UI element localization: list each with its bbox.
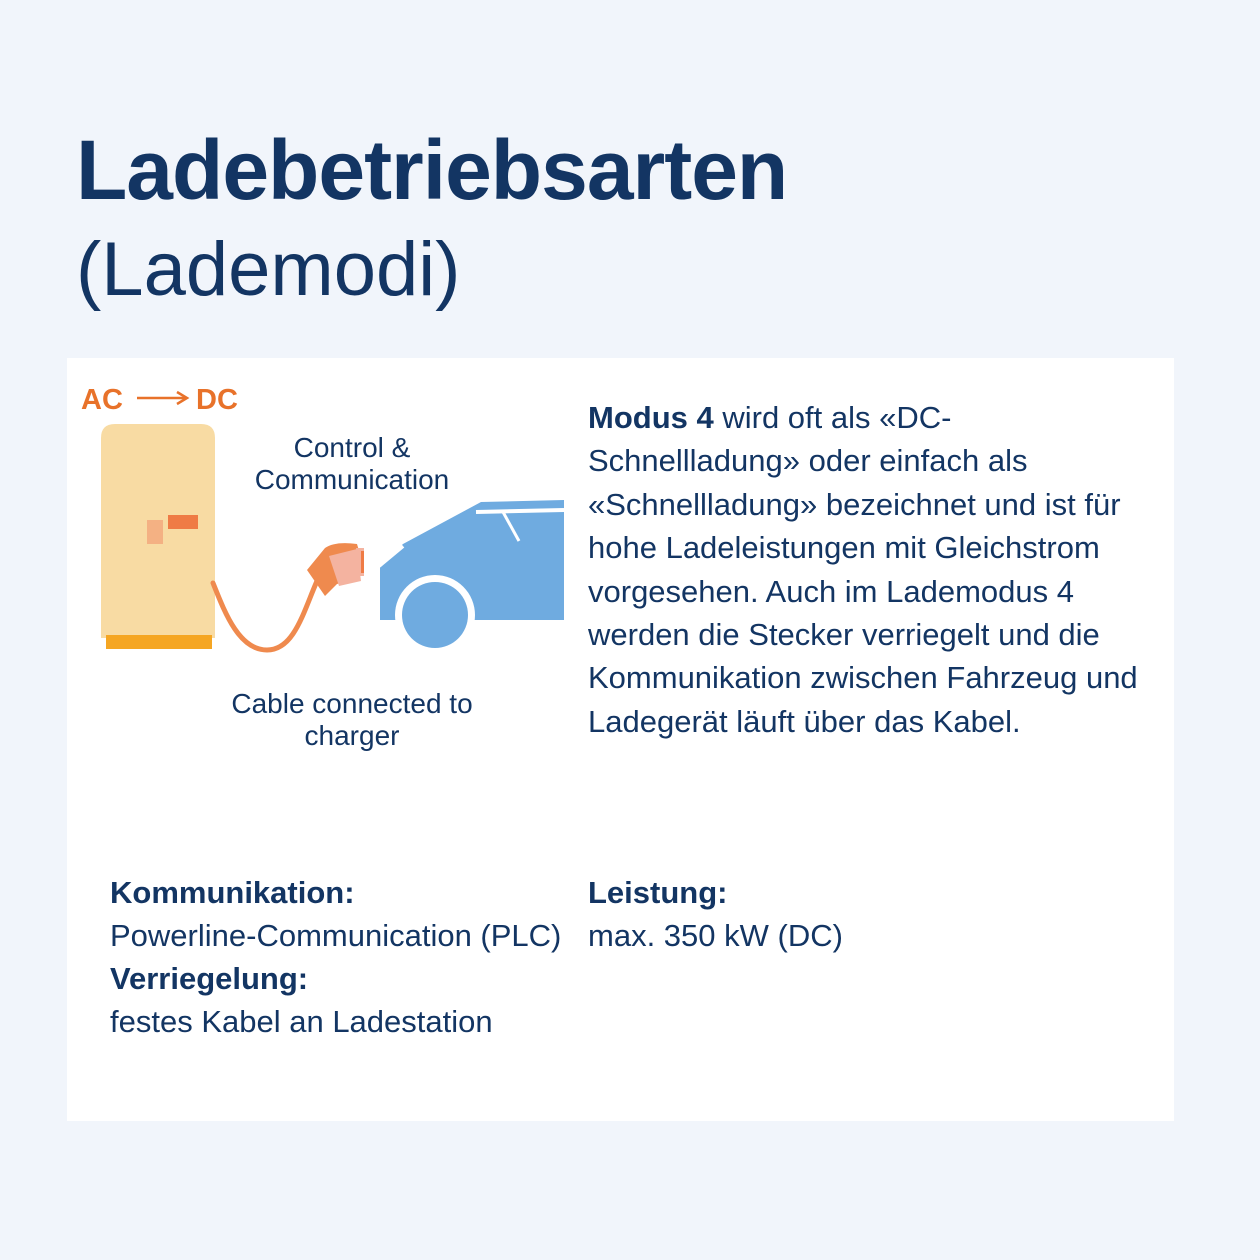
ac-label: AC	[81, 384, 123, 416]
car-icon	[379, 500, 564, 655]
control-communication-label: Control & Communication	[254, 432, 450, 495]
communication-label: Kommunikation:	[110, 875, 355, 910]
info-card	[67, 358, 1174, 1121]
page-title: Ladebetriebsarten	[76, 123, 788, 217]
arrow-right-icon	[137, 392, 187, 404]
locking-value: festes Kabel an Ladestation	[110, 1004, 493, 1039]
mode-name: Modus 4	[588, 400, 714, 435]
dc-label: DC	[196, 384, 238, 416]
communication-value: Powerline-Communication (PLC)	[110, 918, 562, 953]
charging-station-icon	[101, 424, 215, 649]
details-right	[588, 871, 1088, 957]
locking-label: Verriegelung:	[110, 961, 309, 996]
page-subtitle: (Lademodi)	[76, 227, 461, 312]
cable-connected-label: Cable connected to charger	[231, 688, 473, 751]
power-value: max. 350 kW (DC)	[588, 918, 843, 953]
details-left	[110, 871, 580, 1043]
power-label: Leistung:	[588, 875, 728, 910]
charging-cable-icon	[213, 570, 322, 650]
mode-description-text: wird oft als «DC-Schnellladung» oder einfach als «Schnellladung» bezeichnet und ist für hohe Ladeleistungen mit Gleichstrom vorgesehen. Auch im Lademodus 4 werden die Stecker verriegelt und die Kommunikation zwischen Fahrzeug und Ladegerät läuft über das Kabel.	[588, 400, 1138, 739]
mode-description	[588, 396, 1158, 743]
